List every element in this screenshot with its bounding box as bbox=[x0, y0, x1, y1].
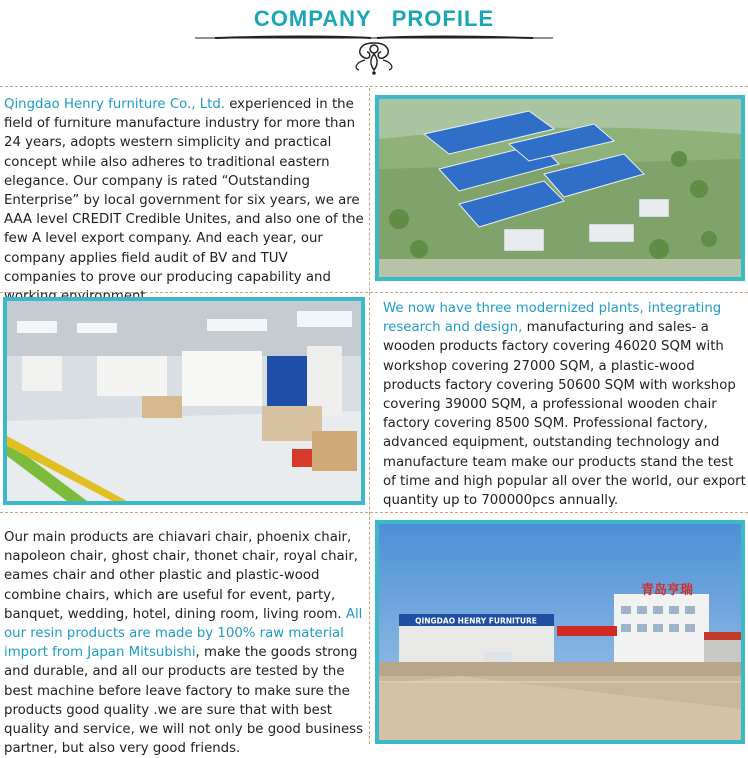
profile-header bbox=[0, 0, 748, 80]
company-name: Qingdao Henry furniture Co., Ltd. bbox=[4, 97, 225, 112]
products-highlight: All our resin products are made by 100% raw material import from Japan Mitsubishi bbox=[4, 606, 363, 661]
products-body-1: Our main products are chiavari chair, phoenix chair, napoleon chair, ghost chair, thonet chair, royal chair, eames chair and other plastic and plastic-wood combine chairs, which are useful for event, party, banquet, wedding, hotel, dining room, living room. bbox=[4, 530, 359, 622]
page-title bbox=[0, 6, 748, 32]
ornament-divider-icon bbox=[195, 32, 553, 76]
gate-sign-chinese: 青岛亨瑞 bbox=[640, 583, 694, 598]
products-body-2: , make the goods strong and durable, and all our products are tested by the best machine before leave factory to make sure the products good quality .we are sure that with best quality and service, we will not only be good business partner, but also very good friends. bbox=[4, 645, 364, 757]
company-intro-text bbox=[4, 95, 364, 306]
row-divider-2 bbox=[0, 512, 748, 513]
aerial-factory-photo bbox=[375, 95, 745, 281]
column-divider bbox=[369, 88, 370, 744]
title-word-company: COMPANY bbox=[253, 6, 372, 31]
workshop-photo bbox=[3, 297, 365, 505]
company-intro-body: experienced in the field of furniture manufacture industry for more than 24 years, adopts western simplicity and practical concept while also adheres to traditional eastern elegance. Our company is rated “Outstanding Enterprise” by local government for six years, we are AAA level CREDIT Credible Unites, and also one of the few A level export company. And each year, our company applies field audit of BV and TUV companies to prove our producing capability and bbox=[4, 97, 364, 285]
title-word-profile: PROFILE bbox=[391, 6, 495, 31]
top-divider bbox=[0, 86, 748, 87]
plants-body: manufacturing and sales- a wooden products factory covering 46020 SQM with workshop covering 27000 SQM, a plastic-wood products factory covering 50600 SQM with workshop covering 39000 SQM, a professional wooden chair factory covering 8500 SQM. Professional factory, advanced equipment, outstanding technology and manufacture team make our products stand the test of time and high popular all over the world, our export quantity up to 700000pcs annually. bbox=[383, 320, 746, 509]
plants-text bbox=[383, 299, 746, 510]
gate-sign-english: QINGDAO HENRY FURNITURE bbox=[415, 616, 537, 626]
products-text bbox=[4, 528, 368, 758]
plants-highlight: We now have three modernized plants, integrating research and design, bbox=[383, 301, 722, 336]
factory-gate-photo bbox=[375, 520, 745, 744]
